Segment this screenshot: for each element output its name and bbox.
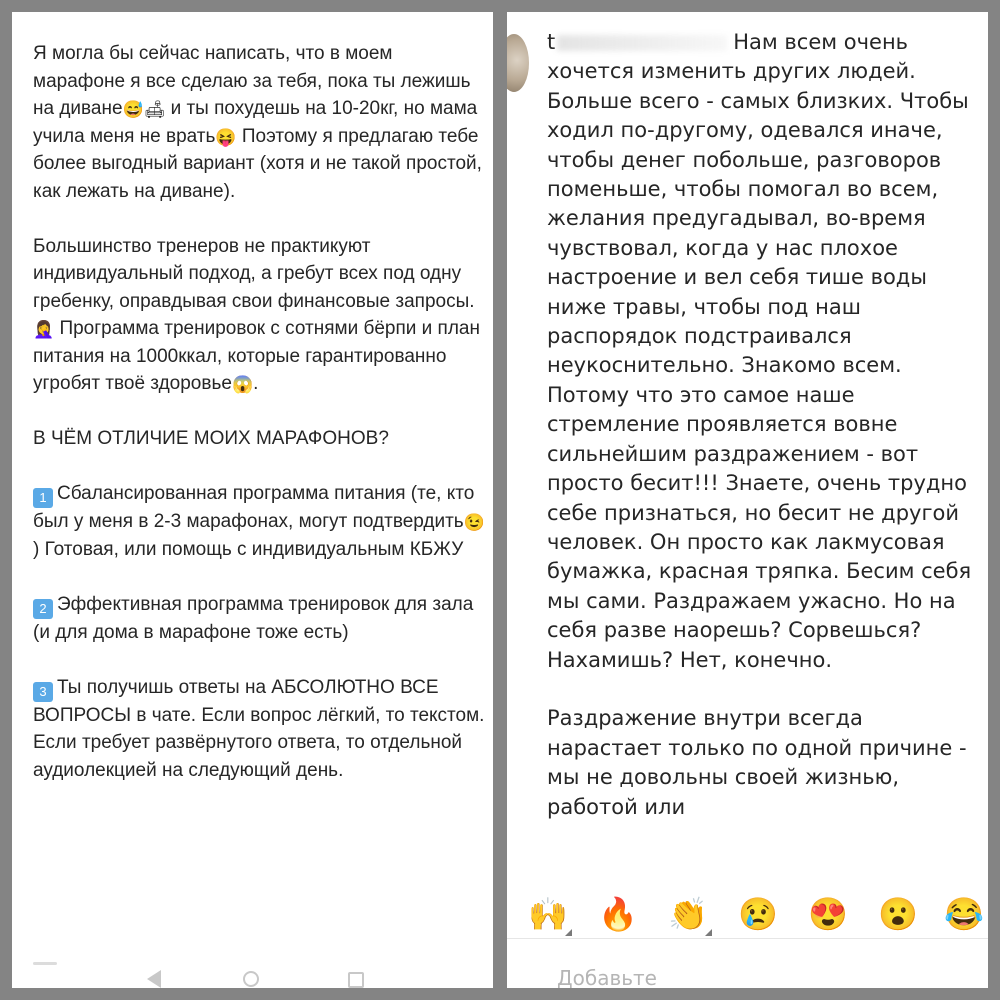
recent-apps-icon[interactable] — [348, 972, 364, 988]
divider — [507, 938, 988, 939]
comment-text — [547, 28, 983, 851]
clapping-hands-reaction[interactable]: 👏 — [668, 894, 708, 934]
heart-eyes-reaction[interactable]: 😍 — [808, 896, 848, 932]
list-item: 1 Сбалансированная программа питания (те, кто был у меня в 2-3 марафонах, могут подтвердить😉) Готовая, или помощь с индивидуальным КБЖУ — [33, 483, 485, 560]
wink-emoji: 😉 — [463, 513, 485, 532]
back-icon[interactable] — [147, 970, 161, 988]
username-blur — [557, 35, 727, 51]
keycap-1-icon: 1 — [33, 488, 53, 508]
comment-paragraph: Раздражение внутри всегда нарастает только по одной причине - мы не довольны своей жизнью, работой или — [547, 706, 967, 819]
avatar[interactable] — [507, 34, 529, 92]
comment-username[interactable]: t — [547, 30, 556, 54]
caption-paragraph: Большинство тренеров не практикуют индивидуальный подход, а гребут всех под одну гребенку, оправдывая свои финансовые запросы.🤦‍♀️ Программа тренировок с сотнями бёрпи и план питания на 1000ккал, которые гарантированно угробят твоё здоровье😱. — [33, 235, 480, 394]
raising-hands-reaction[interactable]: 🙌 — [528, 894, 568, 934]
sweat-smile-couch-emoji: 😅🛋 — [122, 100, 166, 119]
facepalm-emoji: 🤦‍♀️ — [33, 320, 55, 339]
crying-face-reaction[interactable]: 😢 — [738, 896, 778, 932]
surprised-face-reaction[interactable]: 😮 — [878, 896, 918, 932]
comment-paragraph: t Нам всем очень хочется изменить других людей. Больше всего - самых близких. Чтобы ходил по-другому, одевался иначе, чтобы денег побольше, разговоров поменьше, чтобы помогал во всем, желания предугадывал, во-время чувствовал, когда у нас плохое настроение и вел себя тише воды ниже травы, чтобы под наш распорядок подстраивался неукоснительно. Знакомо всем. Потому что это самое наше стремление проявляется вовне сильнейшим раздражением - вот просто бесит!!! Знаете, очень трудно себе признаться, но бесит не другой человек. Он просто как лакмусовая бумажка, красная тряпка. Бесим себя мы сами. Раздражаем ужасно. Но на себя разве наорешь? Сорвешься? Нахамишь? Нет, конечно. — [547, 30, 972, 672]
home-icon[interactable] — [243, 971, 259, 987]
comment-panel — [507, 12, 988, 988]
list-item: 2 Эффективная программа тренировок для зала (и для дома в марафоне тоже есть) — [33, 593, 474, 643]
skin-tone-indicator — [705, 929, 712, 936]
system-nav-bar — [12, 970, 493, 988]
keycap-3-icon: 3 — [33, 682, 53, 702]
fire-reaction[interactable]: 🔥 — [598, 896, 638, 932]
skin-tone-indicator — [565, 929, 572, 936]
list-item: 3 Ты получишь ответы на АБСОЛЮТНО ВСЕ ВОПРОСЫ в чате. Если вопрос лёгкий, то текстом. Если требует развёрнутого ответа, то отдельной аудиолекцией на следующий день. — [33, 676, 485, 781]
caption-paragraph: Я могла бы сейчас написать, что в моем марафоне я все сделаю за тебя, пока ты лежишь на диване😅🛋 и ты похудешь на 10-20кг, но мама учила меня не врать😝 Поэтому я предлагаю тебе более выгодный вариант (хотя и не такой простой, как лежать на диване). — [33, 43, 482, 202]
keycap-2-icon: 2 — [33, 599, 53, 619]
post-caption-text — [33, 40, 488, 812]
add-comment-input[interactable]: Добавьте — [557, 966, 657, 988]
scream-emoji: 😱 — [231, 375, 254, 394]
tears-of-joy-reaction[interactable]: 😂 — [944, 896, 984, 932]
divider — [33, 962, 57, 965]
tongue-emoji: 😝 — [215, 127, 237, 147]
post-caption-panel — [12, 12, 493, 988]
caption-heading: В ЧЁМ ОТЛИЧИЕ МОИХ МАРАФОНОВ? — [33, 428, 389, 449]
